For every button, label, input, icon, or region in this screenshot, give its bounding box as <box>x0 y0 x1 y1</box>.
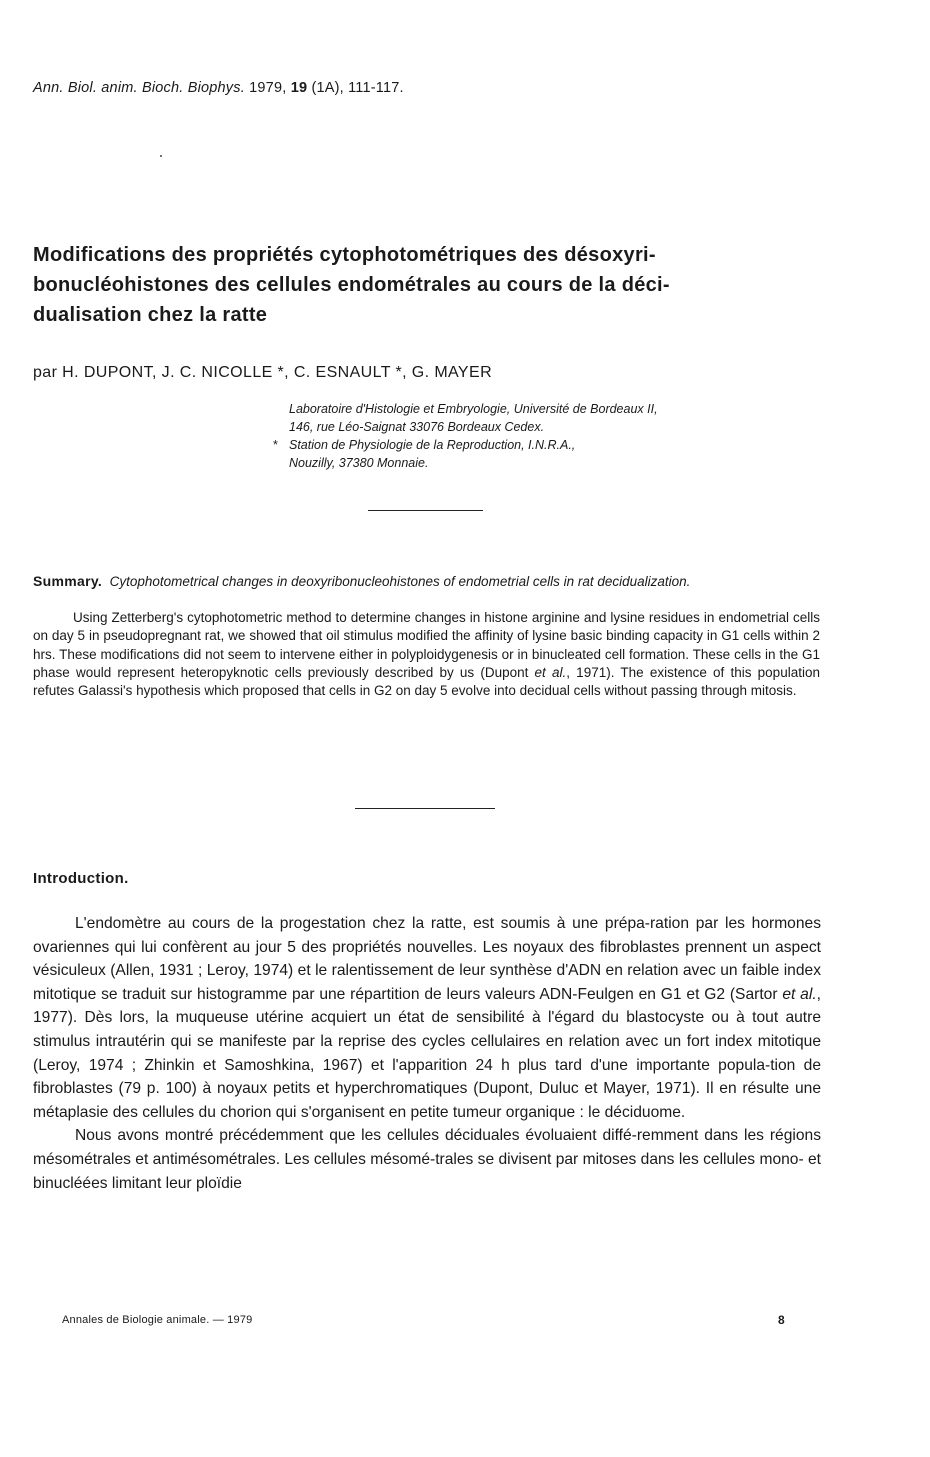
affiliation-station-line-2: Nouzilly, 37380 Monnaie. <box>289 456 429 470</box>
intro-etal: et al. <box>782 985 817 1003</box>
introduction-paragraph: Nous avons montré précédemment que les cellules déciduales évoluaient diffé-remment dans les régions mésométrales et antimésométrales. Les cellules mésomé-trales se divisent par mitoses dans les cellules mono- et binucléées limitant leur ploïdie <box>33 1127 821 1192</box>
affiliation-station-line-1: Station de Physiologie de la Reproduction, I.N.R.A., <box>289 438 576 452</box>
section-divider <box>368 510 483 511</box>
summary-text-1: Using Zetterberg's cytophotometric method to determine changes in histone arginine and lysine residues in endometrial cells on day 5 in pseudopregnant rat, we showed that oil stimulus modified the affinity of lysine basic binding capacity in G1 cells within 2 hrs. These modifications did not seem to intervene either in polyploidygenesis or in binucleated cell formation. These cells in the G1 phase would represent heteropyknotic cells previously described by us (Dupont <box>33 610 820 680</box>
citation-year: 1979, <box>249 80 287 96</box>
affiliation-lab-line-1: Laboratoire d'Histologie et Embryologie, Université de Bordeaux II, <box>289 402 658 416</box>
introduction-body <box>33 912 821 1195</box>
section-divider <box>355 808 495 809</box>
footer-journal: Annales de Biologie animale. — 1979 <box>62 1314 253 1326</box>
citation-journal: Ann. Biol. anim. Bioch. Biophys. <box>33 80 245 96</box>
author-list: par H. DUPONT, J. C. NICOLLE *, C. ESNAULT *, G. MAYER <box>33 364 493 381</box>
affiliation-laboratory <box>273 400 813 436</box>
affiliation-station <box>273 436 813 472</box>
intro-text-1: L'endomètre au cours de la progestation chez la ratte, est soumis à une prépa-ration par les hormones ovariennes qui lui confèrent au jour 5 des propriétés nouvelles. Les noyaux des fibroblastes prennent un aspect vésiculeux (Allen, 1931 ; Leroy, 1974) et le ralentissement de leur synthèse d'ADN en relation avec un faible index mitotique se traduit sur histogramme par une répartition de leurs valeurs ADN-Feulgen en G1 et G2 (Sartor <box>33 915 821 1003</box>
summary-header <box>33 572 820 591</box>
scan-speck <box>160 155 162 157</box>
affiliations <box>273 400 813 472</box>
title-line-1: Modifications des propriétés cytophotométriques des désoxyri- <box>33 244 656 266</box>
summary-heading: Summary. <box>33 573 103 589</box>
journal-citation <box>33 80 404 96</box>
affiliation-lab-line-2: 146, rue Léo-Saignat 33076 Bordeaux Cedex. <box>289 420 545 434</box>
summary-section <box>33 572 820 700</box>
summary-body <box>33 609 820 700</box>
footer-page-number: 8 <box>778 1313 785 1327</box>
title-line-3: dualisation chez la ratte <box>33 304 268 326</box>
citation-issue-pages: (1A), 111-117. <box>311 80 404 96</box>
intro-text-2: , 1977). Dès lors, la muqueuse utérine acquiert un état de sensibilité à l'égard du blastocyste ou à tout autre stimulus intrautérin qui se manifeste par la reprise des cycles cellulaires en relation avec un fort index mitotique (Leroy, 1974 ; Zhinkin et Samoshkina, 1967) et l'apparition 24 h plus tard d'une importante popula-tion de fibroblastes (79 p. 100) à noyaux petits et hyperchromatiques (Dupont, Duluc et Mayer, 1971). Il en résulte une métaplasie des cellules du chorion qui s'organisent en petite tumeur organique : le déciduome. <box>33 985 821 1121</box>
introduction-paragraph <box>33 912 821 1124</box>
citation-volume: 19 <box>290 80 308 96</box>
affiliation-asterisk: * <box>273 438 278 452</box>
summary-etal: et al. <box>534 664 567 680</box>
article-title <box>33 240 833 330</box>
summary-subtitle: Cytophotometrical changes in deoxyribonucleohistones of endometrial cells in rat decidualization. <box>109 574 691 589</box>
title-line-2: bonucléohistones des cellules endométrales au cours de la déci- <box>33 274 670 296</box>
summary-text-2: , 1971). The existence of this population refutes Galassi's hypothesis which proposed that cells in G2 on day 5 evolve into decidual cells without passing through mitosis. <box>33 664 820 699</box>
introduction-heading: Introduction. <box>33 870 129 887</box>
